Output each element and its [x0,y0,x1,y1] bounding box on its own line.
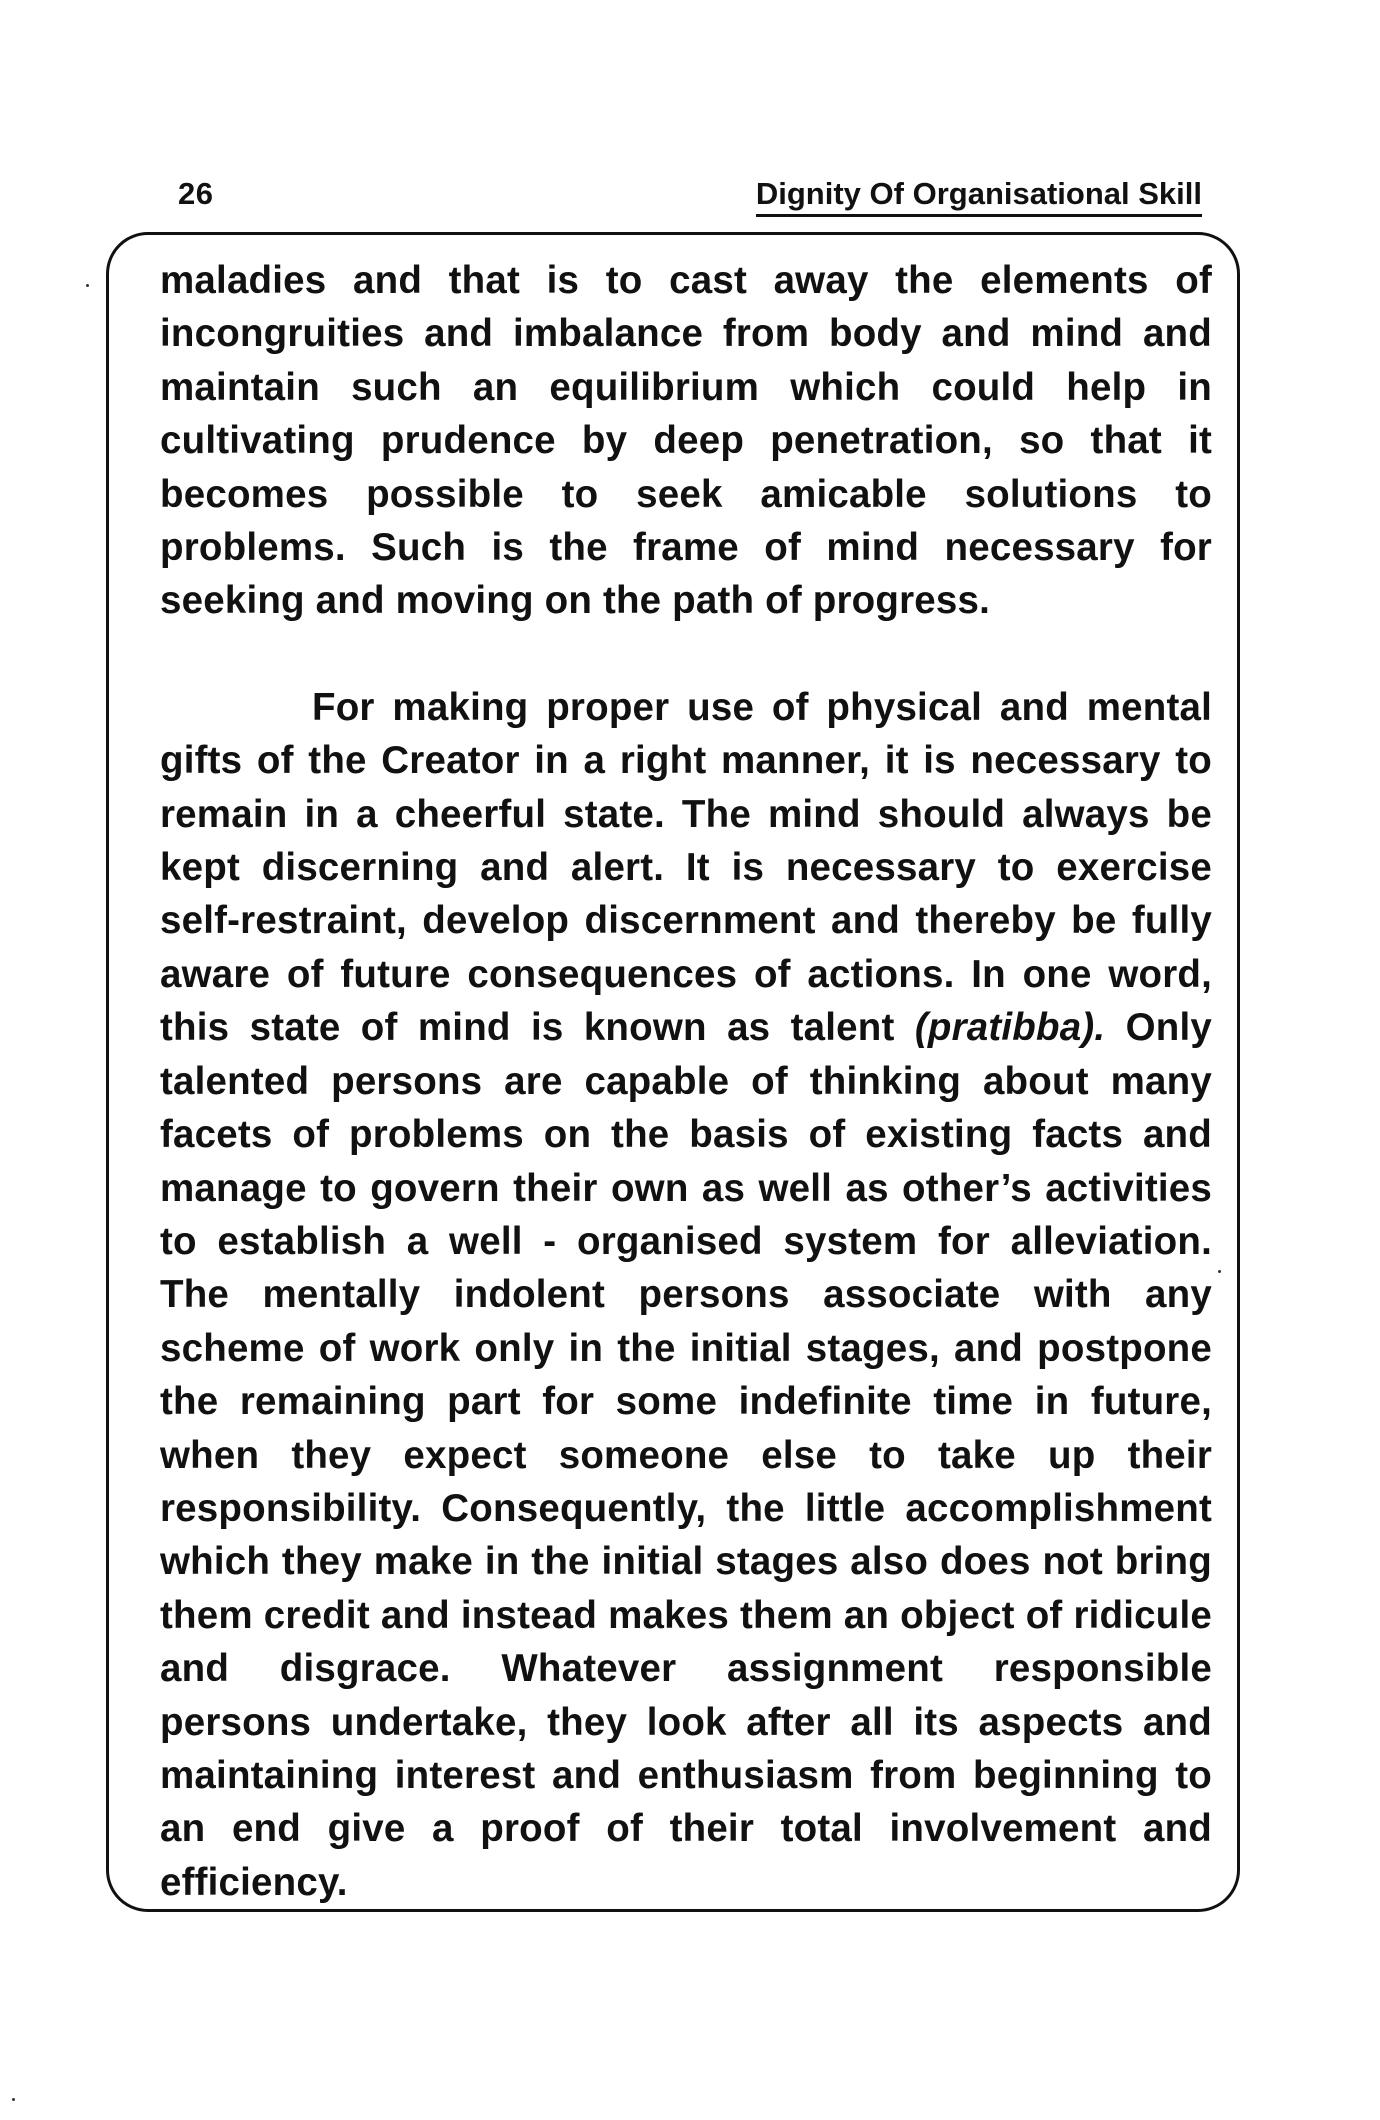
page-number: 26 [178,176,214,211]
scan-speck [1218,1270,1221,1273]
term-pratibba: (pratibba). [914,1006,1106,1050]
paragraph-2-text-start: For making proper use of physical and mental gifts of the Creator in a right manner, it is necessary to remain in a cheerful state. The mind should always be kept discerning and alert. It is necessary to exercise self-restraint, develop discernment and thereby be fully aware of future consequences of actions. In one word, this state of mind is known as talent [160,685,1212,1050]
page-header [172,176,1212,226]
body-text [160,254,1212,1909]
paragraph-1: maladies and that is to cast away the elements of incongruities and imbalance from body and mind and maintain such an equilibrium which could help in cultivating prudence by deep penetration, so that it becomes possible to seek amicable solutions to problems. Such is the frame of mind necessary for seeking and moving on the path of progress. [160,259,1212,623]
paragraph-2-text-end: Only talented persons are capable of thinking about many facets of problems on the basis of existing facts and manage to govern their own as well as other’s activities to establish a well - organised system for alleviation. The mentally indolent persons associate with any scheme of work only in the initial stages, and postpone the remaining part for some indefinite time in future, when they expect someone else to take up their responsibility. Consequently, the little accomplishment which they make in the initial stages also does not bring them credit and instead makes them an object of ridicule and disgrace. Whatever assignment responsible persons undertake, they look after all its aspects and maintaining interest and enthusiasm from beginning to an end give a proof of their total involvement and efficiency. [160,1006,1212,1904]
scan-speck [86,284,89,287]
scan-speck [12,2098,15,2101]
paragraph-2 [160,681,1212,1909]
running-title: Dignity Of Organisational Skill [756,176,1202,217]
